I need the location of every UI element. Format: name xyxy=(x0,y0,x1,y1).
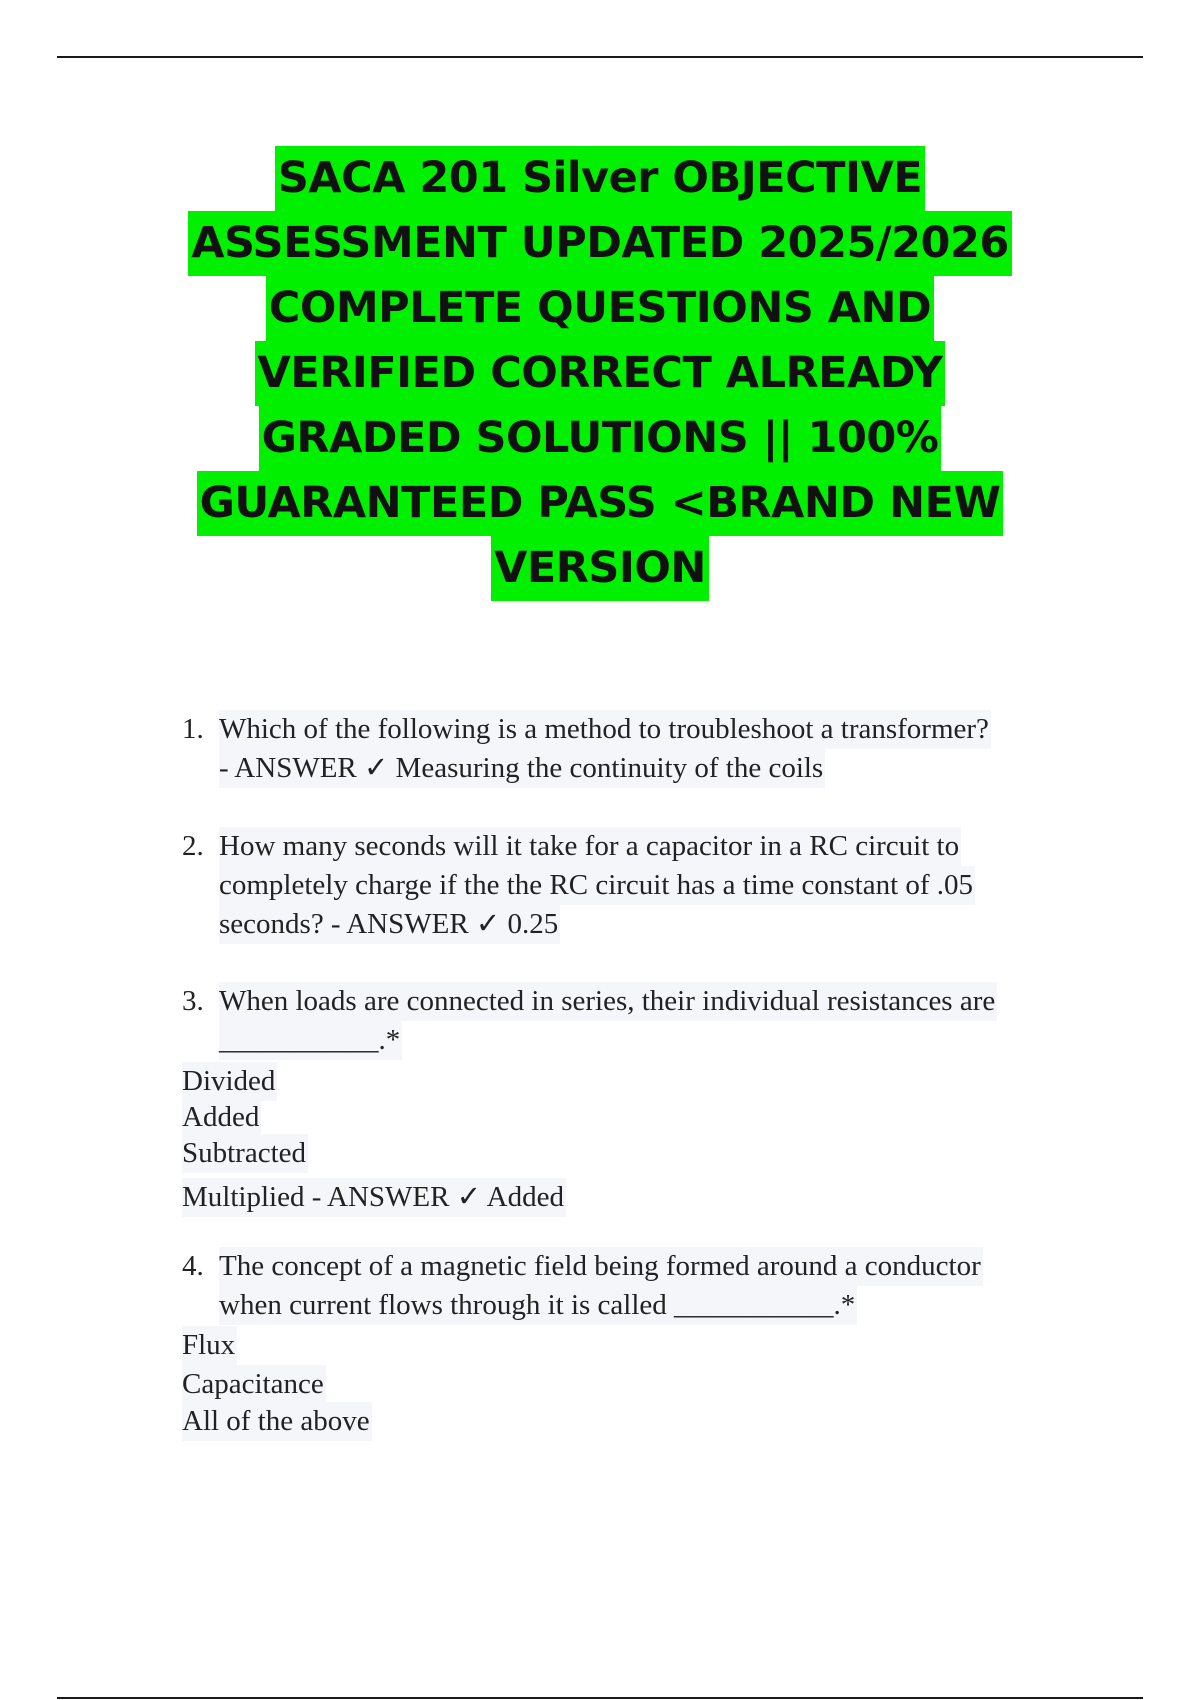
question-text xyxy=(219,1247,1099,1325)
question-line: when current flows through it is called ___________.* xyxy=(219,1286,857,1325)
title-line: VERIFIED CORRECT ALREADY xyxy=(255,341,946,406)
question-line: ___________.* xyxy=(219,1021,402,1060)
question-number: 2. xyxy=(182,830,204,862)
option-subtracted: Subtracted xyxy=(182,1134,308,1173)
answer-line: - ANSWER ✓ Measuring the continuity of the coils xyxy=(219,749,825,788)
question-line: How many seconds will it take for a capacitor in a RC circuit to xyxy=(219,827,961,866)
title-line: VERSION xyxy=(491,536,709,601)
document-title xyxy=(150,146,1050,601)
title-line: GRADED SOLUTIONS || 100% xyxy=(259,406,942,471)
question-text xyxy=(219,982,1099,1060)
title-line: COMPLETE QUESTIONS AND xyxy=(266,276,934,341)
option-all-of-the-above: All of the above xyxy=(182,1402,372,1441)
option-flux: Flux xyxy=(182,1326,237,1365)
question-line: The concept of a magnetic field being formed around a conductor xyxy=(219,1247,983,1286)
question-number: 1. xyxy=(182,713,204,745)
option-added: Added xyxy=(182,1098,261,1137)
question-text xyxy=(219,827,1099,944)
question-text xyxy=(219,710,1099,788)
bottom-rule xyxy=(57,1697,1143,1699)
option-divided: Divided xyxy=(182,1062,277,1101)
title-line: ASSESSMENT UPDATED 2025/2026 xyxy=(188,211,1012,276)
answer-line: Multiplied - ANSWER ✓ Added xyxy=(182,1178,566,1217)
question-line: When loads are connected in series, their individual resistances are xyxy=(219,982,997,1021)
question-line: completely charge if the the RC circuit has a time constant of .05 xyxy=(219,866,975,905)
answer-line: seconds? - ANSWER ✓ 0.25 xyxy=(219,905,560,944)
question-number: 3. xyxy=(182,985,204,1017)
option-capacitance: Capacitance xyxy=(182,1365,326,1404)
question-line: Which of the following is a method to troubleshoot a transformer? xyxy=(219,710,991,749)
title-line: SACA 201 Silver OBJECTIVE xyxy=(275,146,925,211)
question-number: 4. xyxy=(182,1250,204,1282)
top-rule xyxy=(57,56,1143,58)
title-line: GUARANTEED PASS <BRAND NEW xyxy=(197,471,1004,536)
